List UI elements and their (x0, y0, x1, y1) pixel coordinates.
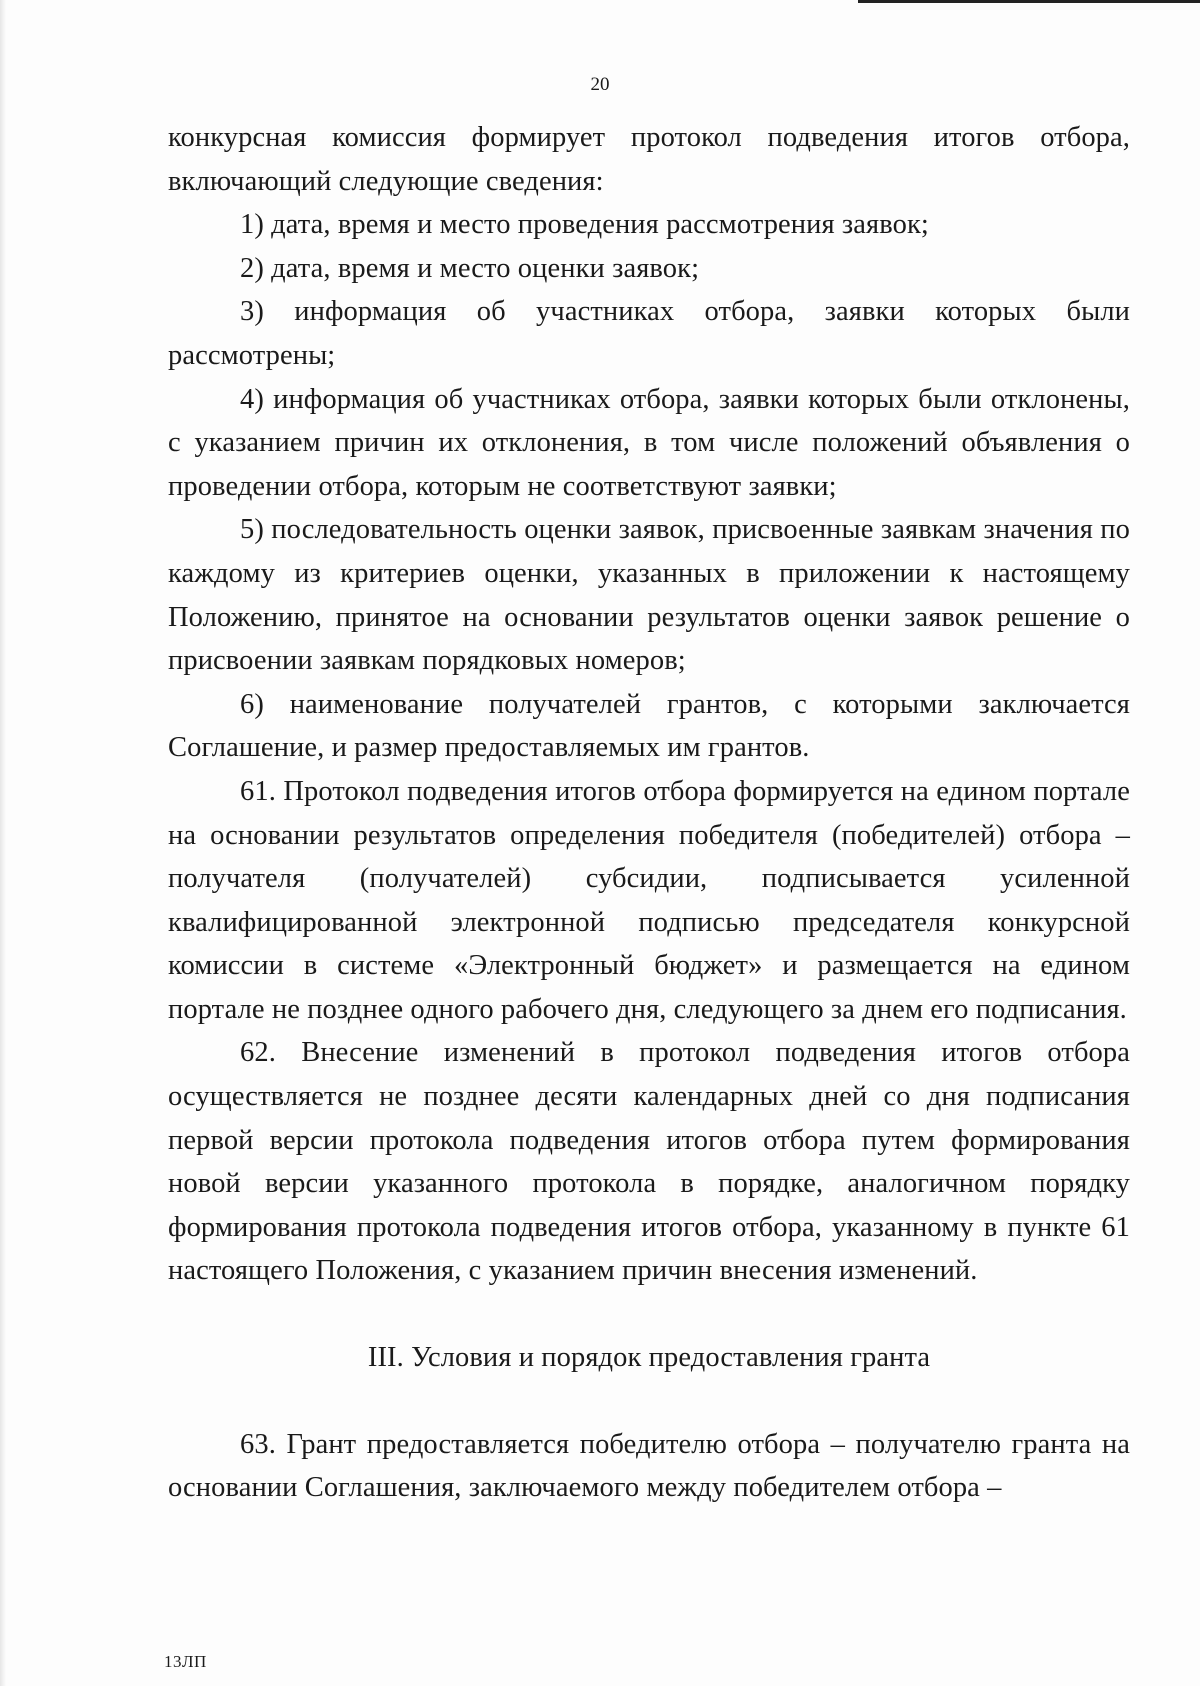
paragraph-62: 62. Внесение изменений в протокол подведения итогов отбора осуществляется не позднее десяти календарных дней со дня подписания первой версии протокола подведения итогов отбора путем формирования новой версии указанного протокола в порядке, аналогичном порядку формирования протокола подведения итогов отбора, указанному в пункте 61 настоящего Положения, с указанием причин внесения изменений. (168, 1037, 1130, 1287)
footer-code: 13ЛП (164, 1652, 207, 1671)
list-item-3: 3) информация об участниках отбора, заявки которых были рассмотрены; (168, 296, 1130, 371)
list-item-4: 4) информация об участниках отбора, заявки которых были отклонены, с указанием причин их отклонения, в том числе положений объявления о проведении отбора, которым не соответствуют заявки; (168, 383, 1130, 502)
intro-paragraph: конкурсная комиссия формирует протокол подведения итогов отбора, включающий следующие сведения: (168, 122, 1130, 197)
list-item-6: 6) наименование получателей грантов, с которыми заключается Соглашение, и размер предоставляемых им грантов. (168, 688, 1130, 764)
paragraph-61: 61. Протокол подведения итогов отбора формируется на едином портале на основании результатов определения победителя (победителей) отбора – получателя (получателей) субсидии, подписывается усиленной квалифицированной электронной подписью председателя конкурсной комиссии в системе «Электронный бюджет» и размещается на едином портале не позднее одного рабочего дня, следующего за днем его подписания. (168, 775, 1130, 1025)
section-heading: III. Условия и порядок предоставления гранта (367, 1342, 931, 1374)
top-rule-line (858, 0, 1200, 3)
page-number: 20 (590, 74, 610, 95)
list-item-5: 5) последовательность оценки заявок, присвоенные заявкам значения по каждому из критериев оценки, указанных в приложении к настоящему Положению, принятое на основании результатов оценки заявок решение о присвоении заявкам порядковых номеров; (168, 514, 1130, 677)
list-item-2: 2) дата, время и место оценки заявок; (240, 252, 700, 284)
list-item-1: 1) дата, время и место проведения рассмотрения заявок; (240, 209, 929, 241)
document-body (168, 116, 1130, 1510)
paragraph-63: 63. Грант предоставляется победителю отбора – получателю гранта на основании Соглашения, заключаемого между победителем отбора – (168, 1428, 1130, 1504)
scan-edge (0, 0, 6, 1686)
